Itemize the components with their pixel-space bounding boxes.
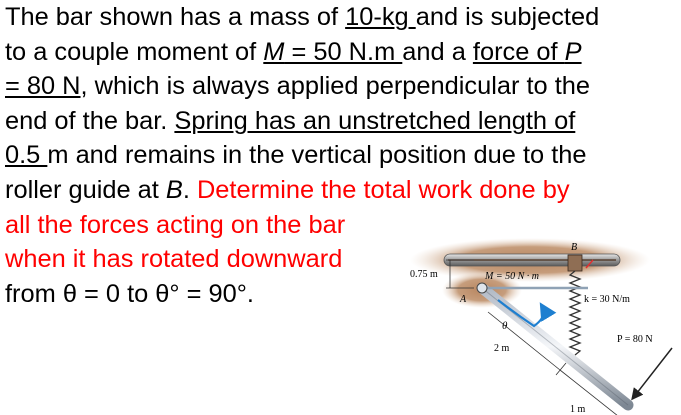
text: end of the bar.	[5, 106, 175, 135]
problem-line-6	[5, 173, 677, 208]
label-theta: θ	[502, 320, 508, 332]
problem-line-1	[5, 0, 677, 35]
moment-value: M = 50 N.m	[263, 37, 403, 66]
text: to a couple moment of	[5, 37, 264, 66]
spring-icon	[570, 271, 580, 355]
force-value-cont: = 80 N	[5, 72, 81, 101]
text: .	[182, 175, 197, 204]
problem-line-9: from θ = 0 to θ° = 90°.	[5, 279, 254, 308]
force-value: force of P	[472, 37, 582, 66]
pin-a	[477, 283, 487, 293]
roller-b	[568, 255, 582, 271]
text: and a	[402, 37, 473, 66]
label-k: k = 30 N/m	[584, 294, 630, 305]
question-text: Determine the total work done by	[196, 175, 570, 204]
problem-line-5	[5, 138, 677, 173]
label-2m: 2 m	[494, 343, 510, 354]
label-1m: 1 m	[570, 404, 586, 415]
problem-line-7: all the forces acting on the bar	[5, 210, 346, 239]
label-b: B	[571, 242, 578, 253]
label-height: 0.75 m	[410, 269, 438, 280]
text: m and remains in the vertical position due to the	[47, 141, 587, 170]
text: The bar shown has a mass of	[5, 3, 346, 31]
text: , which is always applied perpendicular to the	[80, 72, 591, 101]
point-b: B	[165, 175, 183, 204]
problem-line-8: when it has rotated downward	[5, 245, 343, 274]
problem-line-4	[5, 104, 677, 139]
bar-figure	[410, 230, 681, 415]
text: and is subjected	[415, 3, 600, 31]
spring-length: Spring has an unstretched length of	[174, 106, 576, 135]
label-p: P = 80 N	[617, 334, 653, 345]
problem-line-2	[5, 35, 677, 70]
text: roller guide at	[5, 175, 166, 204]
label-moment: M = 50 N · m	[485, 271, 539, 282]
mass-value: 10-kg	[345, 3, 416, 31]
label-a: A	[460, 294, 467, 305]
spring-length-cont: 0.5	[5, 141, 48, 170]
force-p-arrow	[633, 348, 672, 398]
problem-line-3	[5, 69, 677, 104]
